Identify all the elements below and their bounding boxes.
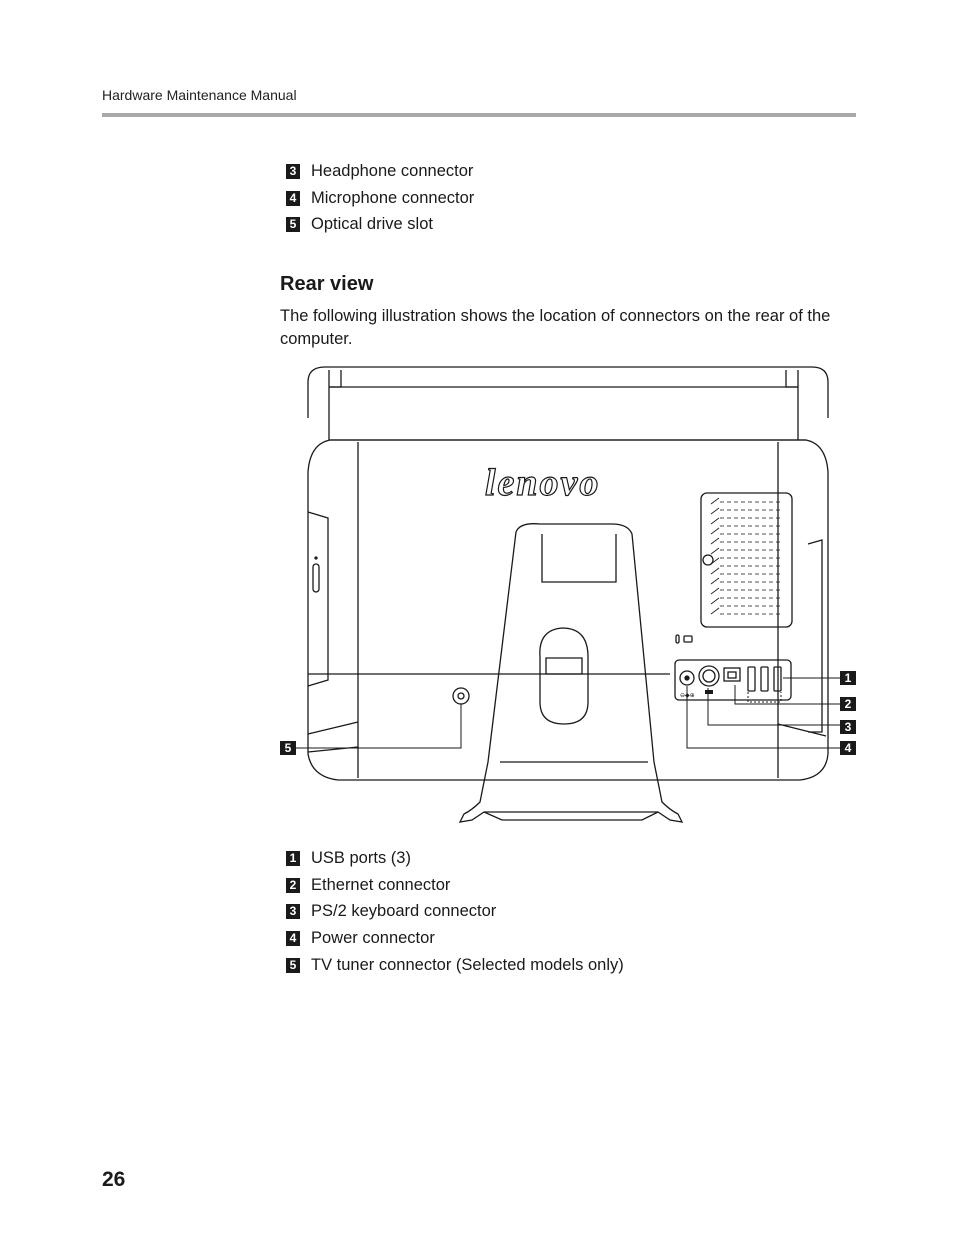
list-item-label: Power connector — [311, 928, 435, 947]
rear-view-illustration — [270, 362, 870, 832]
callout-number: 4 — [286, 931, 300, 946]
list-item — [286, 185, 474, 212]
list-item — [286, 925, 624, 952]
callout-5: 5 — [284, 741, 292, 755]
list-item-label: TV tuner connector (Selected models only) — [311, 955, 624, 974]
svg-text:⊖◆⊕: ⊖◆⊕ — [680, 692, 695, 699]
list-item-label: USB ports (3) — [311, 848, 411, 867]
running-header: Hardware Maintenance Manual — [102, 87, 297, 103]
list-item-label: Optical drive slot — [311, 215, 433, 234]
callout-4: 4 — [844, 741, 852, 755]
rear-view-legend — [286, 845, 624, 978]
section-title: Rear view — [280, 273, 374, 295]
callout-number: 2 — [286, 878, 300, 893]
lenovo-logo: lenovo — [485, 462, 601, 504]
computer-rear-drawing — [270, 362, 870, 832]
list-item-label: Ethernet connector — [311, 875, 451, 894]
list-item-label: PS/2 keyboard connector — [311, 902, 497, 921]
callout-number: 1 — [286, 851, 300, 866]
callout-number: 5 — [286, 958, 300, 973]
header-rule — [102, 113, 856, 117]
callout-1: 1 — [844, 671, 852, 685]
list-item — [286, 211, 474, 238]
callout-2: 2 — [844, 697, 852, 711]
callout-number: 3 — [286, 164, 300, 179]
callout-number: 3 — [286, 904, 300, 919]
callout-number: 4 — [286, 191, 300, 206]
callout-3: 3 — [844, 720, 852, 734]
list-item — [286, 158, 474, 185]
front-view-legend-continued — [286, 158, 474, 238]
page-number: 26 — [102, 1168, 126, 1191]
list-item-label: Microphone connector — [311, 188, 475, 207]
vent-pattern — [720, 502, 782, 614]
list-item-label: Headphone connector — [311, 161, 474, 180]
list-item — [286, 952, 624, 979]
list-item — [286, 845, 624, 872]
callout-number: 5 — [286, 217, 300, 232]
list-item — [286, 872, 624, 899]
section-intro: The following illustration shows the location of connectors on the rear of the computer. — [280, 307, 831, 348]
list-item — [286, 898, 624, 925]
